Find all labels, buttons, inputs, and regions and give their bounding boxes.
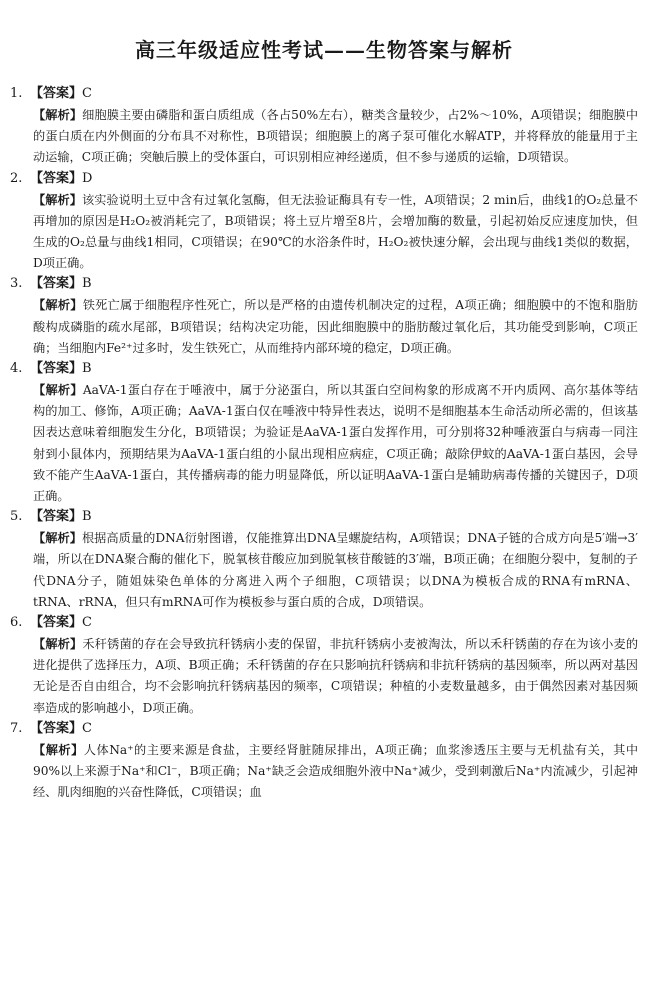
explanation-text: 该实验说明土豆中含有过氧化氢酶，但无法验证酶具有专一性，A项错误；2 min后，曲线1的O₂总量不再增加的原因是H₂O₂被消耗完了，B项错误；将土豆片增至8片，会增加酶的数量，引起初始反应速度加快，但生成的O₂总量与曲线1相同，C项错误；在90℃的水浴条件时，H₂O₂被快速分解，会出现与曲线1类似的数据，D项正确。 (33, 192, 638, 271)
answer-list (10, 84, 638, 803)
answer-value: D (82, 170, 93, 186)
question-block (10, 719, 638, 804)
question-number: 7. (10, 720, 23, 736)
explanation-tag: 【解析】 (33, 192, 82, 207)
explanation-text: 人体Na⁺的主要来源是食盐，主要经肾脏随尿排出，A项正确；血浆渗透压主要与无机盐有关，其中90%以上来源于Na⁺和Cl⁻，B项正确；Na⁺缺乏会造成细胞外液中Na⁺减少，受到刺激后Na⁺内流减少，引起神经、肌肉细胞的兴奋性降低，C项错误；血 (33, 742, 639, 800)
answer-value: C (82, 615, 92, 631)
answer-tag: 【答案】 (30, 361, 83, 377)
explanation-paragraph (10, 740, 638, 804)
explanation-text: 根据高质量的DNA衍射图谱，仅能推算出DNA呈螺旋结构，A项错误；DNA子链的合成方向是5′端→3′端，所以在DNA聚合酶的催化下，脱氧核苷酸应加到脱氧核苷酸链的3′端，B项正确；在细胞分裂中，复制的子代DNA分子，随姐妹染色单体的分离进入两个子细胞，C项错误；以DNA为模板合成的RNA有mRNA、tRNA、rRNA，但只有mRNA可作为模板参与蛋白质的合成，D项错误。 (33, 531, 638, 609)
answer-line (10, 169, 638, 190)
answer-value: B (82, 509, 92, 525)
explanation-paragraph (10, 105, 638, 169)
explanation-text: AaVA-1蛋白存在于唾液中，属于分泌蛋白，所以其蛋白空间构象的形成离不开内质网、高尔基体等结构的加工、修饰，A项正确；AaVA-1蛋白仅在唾液中特异性表达，说明不是细胞基本生命活动所必需的，但该基因表达意味着细胞发生分化，B项错误；为验证是AaVA-1蛋白发挥作用，可分别将32种唾液蛋白与病毒一同注射到小鼠体内，预期结果为AaVA-1蛋白组的小鼠出现相应病症，C项正确；敲除伊蚊的AaVA-1蛋白基因，会导致不能产生AaVA-1蛋白，其传播病毒的能力明显降低，所以证明AaVA-1蛋白是辅助病毒传播的关键因子，D项正确。 (33, 383, 639, 504)
answer-line (10, 84, 638, 105)
answer-value: B (82, 276, 92, 292)
answer-line (10, 274, 638, 295)
explanation-paragraph (10, 295, 638, 359)
question-block (10, 359, 638, 507)
page-title: 高三年级适应性考试——生物答案与解析 (135, 38, 513, 62)
explanation-text: 铁死亡属于细胞程序性死亡，所以是严格的由遗传机制决定的过程，A项正确；细胞膜中的不饱和脂肪酸构成磷脂的疏水尾部，B项错误；结构决定功能，因此细胞膜中的脂肪酸过氧化后，其功能受到影响，C项正确；当细胞内Fe²⁺过多时，发生铁死亡，从而维持内部环境的稳定，D项正确。 (33, 298, 638, 355)
question-number: 4. (10, 361, 23, 377)
explanation-tag: 【解析】 (33, 383, 83, 398)
answer-tag: 【答案】 (30, 86, 83, 101)
answer-tag: 【答案】 (30, 615, 83, 631)
explanation-paragraph (10, 190, 638, 275)
question-block (10, 169, 638, 275)
question-number: 3. (10, 276, 23, 292)
answer-tag: 【答案】 (30, 509, 83, 525)
explanation-tag: 【解析】 (33, 742, 84, 757)
explanation-text: 细胞膜主要由磷脂和蛋白质组成（各占50%左右），糖类含量较少，占2%～10%，A项错误；细胞膜中的蛋白质在内外侧面的分布具不对称性，B项错误；细胞膜上的离子泵可催化水解ATP，并将释放的能量用于主动运输，C项正确；突触后膜上的受体蛋白，可识别相应神经递质，但不参与递质的运输，D项错误。 (33, 108, 639, 165)
question-block (10, 507, 638, 613)
explanation-paragraph (10, 380, 638, 507)
answer-tag: 【答案】 (30, 170, 83, 186)
question-number: 5. (10, 509, 23, 525)
answer-value: C (82, 86, 92, 101)
explanation-tag: 【解析】 (33, 637, 83, 652)
explanation-tag: 【解析】 (33, 531, 82, 546)
explanation-tag: 【解析】 (33, 108, 83, 122)
question-block (10, 84, 638, 169)
question-number: 2. (10, 170, 23, 186)
question-block (10, 274, 638, 359)
question-number: 1. (10, 86, 23, 101)
answer-line (10, 359, 638, 380)
answer-line (10, 507, 638, 528)
question-block (10, 613, 638, 719)
answer-line (10, 613, 638, 634)
explanation-paragraph (10, 528, 638, 613)
answer-line (10, 719, 638, 740)
question-number: 6. (10, 615, 23, 631)
answer-tag: 【答案】 (30, 720, 83, 736)
explanation-text: 禾秆锈菌的存在会导致抗秆锈病小麦的保留，非抗秆锈病小麦被淘汰，所以禾秆锈菌的存在为该小麦的进化提供了选择压力，A项、B项正确；禾秆锈菌的存在只影响抗秆锈病和非抗秆锈病的基因频率，所以两对基因无论是否自由组合，均不会影响抗秆锈病基因的频率，C项错误；种植的小麦数量越多，由于偶然因素对基因频率造成的影响越小，D项正确。 (33, 637, 639, 715)
answer-tag: 【答案】 (30, 276, 83, 292)
answer-value: C (82, 720, 92, 736)
explanation-tag: 【解析】 (33, 298, 83, 313)
answer-value: B (82, 361, 92, 377)
explanation-paragraph (10, 634, 638, 719)
